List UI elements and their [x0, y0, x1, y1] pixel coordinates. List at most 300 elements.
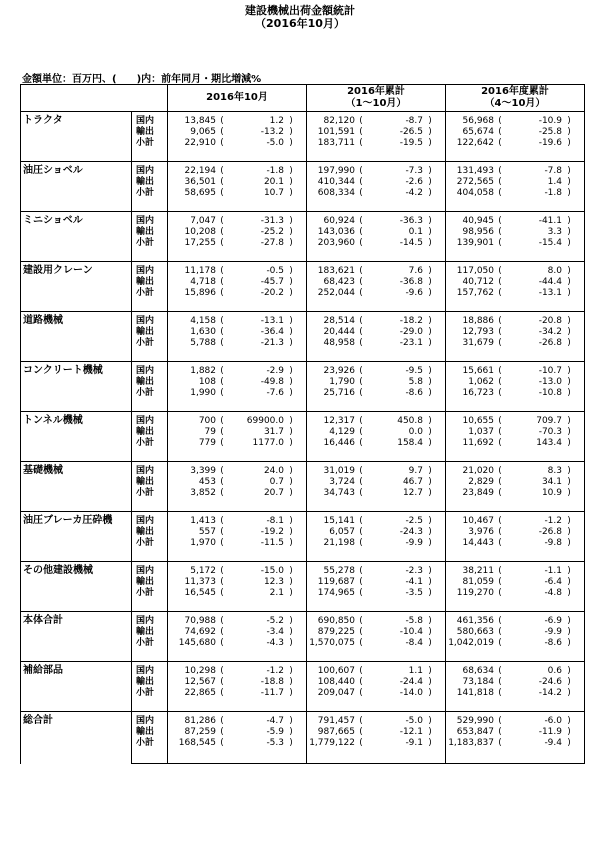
paren-close: ) [428, 588, 432, 598]
paren-close: ) [289, 266, 293, 276]
paren-open: ( [220, 188, 224, 198]
change-percent: -29.0 [399, 327, 423, 337]
change-percent: -5.2 [266, 616, 284, 626]
change-percent: -4.2 [405, 188, 423, 198]
paren-close: ) [428, 538, 432, 548]
header-blank-cell [21, 85, 168, 112]
category-name: 総合計 [21, 712, 132, 764]
header-month: 2016年10月 [168, 85, 307, 112]
paren-close: ) [567, 688, 571, 698]
paren-close: ) [428, 688, 432, 698]
paren-open: ( [498, 477, 502, 487]
paren-open: ( [220, 566, 224, 576]
change-percent: -13.1 [260, 316, 284, 326]
amount-value: 34,743 [323, 488, 355, 498]
change-percent: -19.5 [399, 138, 423, 148]
value-cell [307, 712, 446, 728]
paren-open: ( [220, 416, 224, 426]
row-kind-label: 国内 [132, 112, 168, 128]
paren-open: ( [359, 666, 363, 676]
value-cell [446, 662, 585, 678]
paren-close: ) [567, 188, 571, 198]
change-percent: -10.8 [538, 388, 562, 398]
amount-value: 3,852 [190, 488, 216, 498]
row-kind-label: 輸出 [132, 627, 168, 638]
paren-open: ( [220, 177, 224, 187]
paren-open: ( [359, 727, 363, 737]
row-kind-label: 輸出 [132, 427, 168, 438]
paren-open: ( [220, 588, 224, 598]
header-fiscal: 2016年度累計 （4〜10月） [446, 85, 585, 112]
paren-open: ( [359, 477, 363, 487]
paren-open: ( [498, 738, 502, 748]
value-cell [446, 427, 585, 438]
paren-close: ) [289, 738, 293, 748]
value-cell [446, 362, 585, 378]
paren-close: ) [428, 327, 432, 337]
paren-open: ( [359, 177, 363, 187]
paren-close: ) [428, 738, 432, 748]
row-kind-label: 小計 [132, 288, 168, 312]
paren-open: ( [359, 138, 363, 148]
paren-close: ) [567, 416, 571, 426]
paren-open: ( [220, 427, 224, 437]
change-percent: -5.0 [405, 716, 423, 726]
paren-close: ) [567, 488, 571, 498]
amount-value: 15,141 [323, 516, 355, 526]
change-percent: -31.3 [260, 216, 284, 226]
paren-close: ) [289, 388, 293, 398]
paren-open: ( [220, 316, 224, 326]
change-percent: -6.9 [544, 616, 562, 626]
change-percent: 2.1 [269, 588, 284, 598]
amount-value: 23,849 [462, 488, 494, 498]
value-cell [168, 327, 307, 338]
category-name: 建設用クレーン [21, 262, 132, 312]
value-cell [307, 227, 446, 238]
paren-close: ) [567, 716, 571, 726]
change-percent: -24.6 [538, 677, 562, 687]
row-kind-label: 国内 [132, 462, 168, 478]
paren-open: ( [220, 388, 224, 398]
value-cell [307, 662, 446, 678]
value-cell [446, 227, 585, 238]
category-name: 油圧ブレーカ圧砕機 [21, 512, 132, 562]
amount-value: 17,255 [184, 238, 216, 248]
value-cell [168, 388, 307, 412]
amount-value: 1,970 [190, 538, 216, 548]
change-percent: 0.1 [408, 227, 423, 237]
paren-open: ( [498, 388, 502, 398]
paren-open: ( [359, 716, 363, 726]
amount-value: 68,423 [323, 277, 355, 287]
amount-value: 1,630 [190, 327, 216, 337]
change-percent: -7.3 [405, 166, 423, 176]
paren-open: ( [220, 627, 224, 637]
value-cell [307, 727, 446, 738]
paren-open: ( [220, 616, 224, 626]
paren-close: ) [289, 716, 293, 726]
amount-value: 60,924 [323, 216, 355, 226]
paren-close: ) [289, 116, 293, 126]
row-kind-label: 小計 [132, 488, 168, 512]
paren-open: ( [220, 688, 224, 698]
paren-close: ) [567, 238, 571, 248]
paren-open: ( [220, 227, 224, 237]
category-group [21, 412, 585, 462]
paren-close: ) [289, 427, 293, 437]
row-kind-label: 輸出 [132, 127, 168, 138]
paren-open: ( [220, 288, 224, 298]
paren-close: ) [428, 466, 432, 476]
change-percent: -41.1 [538, 216, 562, 226]
change-percent: -36.4 [260, 327, 284, 337]
change-percent: -5.9 [266, 727, 284, 737]
paren-close: ) [289, 688, 293, 698]
change-percent: -26.5 [399, 127, 423, 137]
change-percent: 450.8 [397, 416, 423, 426]
amount-value: 879,225 [317, 627, 355, 637]
amount-value: 404,058 [456, 188, 494, 198]
table-row [21, 362, 585, 378]
amount-value: 700 [198, 416, 216, 426]
change-percent: -8.6 [405, 388, 423, 398]
change-percent: 0.7 [269, 477, 284, 487]
change-percent: -12.1 [399, 727, 423, 737]
paren-open: ( [220, 166, 224, 176]
amount-value: 1,413 [190, 516, 216, 526]
change-percent: -36.8 [399, 277, 423, 287]
paren-open: ( [359, 538, 363, 548]
amount-value: 108,440 [317, 677, 355, 687]
table-row [21, 262, 585, 278]
amount-value: 131,493 [456, 166, 494, 176]
value-cell [307, 277, 446, 288]
change-percent: -14.5 [399, 238, 423, 248]
paren-close: ) [289, 527, 293, 537]
amount-value: 108 [198, 377, 216, 387]
row-kind-label: 輸出 [132, 327, 168, 338]
paren-close: ) [428, 188, 432, 198]
value-cell [446, 127, 585, 138]
category-group [21, 312, 585, 362]
paren-close: ) [567, 727, 571, 737]
paren-open: ( [220, 377, 224, 387]
value-cell [307, 562, 446, 578]
paren-close: ) [428, 288, 432, 298]
paren-close: ) [428, 277, 432, 287]
row-kind-label: 国内 [132, 162, 168, 178]
change-percent: -34.2 [538, 327, 562, 337]
paren-close: ) [428, 266, 432, 276]
change-percent: 7.6 [408, 266, 423, 276]
paren-close: ) [428, 438, 432, 448]
paren-close: ) [289, 227, 293, 237]
amount-value: 1,042,019 [448, 638, 494, 648]
value-cell [446, 612, 585, 628]
amount-value: 18,886 [462, 316, 494, 326]
value-cell [446, 412, 585, 428]
row-kind-label: 輸出 [132, 527, 168, 538]
amount-value: 141,818 [456, 688, 494, 698]
category-group [21, 162, 585, 212]
value-cell [168, 577, 307, 588]
value-cell [168, 188, 307, 212]
paren-close: ) [289, 516, 293, 526]
row-kind-label: 輸出 [132, 727, 168, 738]
table-row [21, 562, 585, 578]
paren-open: ( [359, 516, 363, 526]
change-percent: -9.5 [405, 366, 423, 376]
value-cell [168, 338, 307, 362]
paren-open: ( [359, 638, 363, 648]
paren-open: ( [359, 738, 363, 748]
paren-close: ) [428, 727, 432, 737]
paren-open: ( [220, 466, 224, 476]
value-cell [446, 677, 585, 688]
change-percent: 24.0 [263, 466, 284, 476]
paren-close: ) [567, 566, 571, 576]
change-percent: 31.7 [263, 427, 284, 437]
paren-close: ) [567, 366, 571, 376]
value-cell [168, 677, 307, 688]
change-percent: 20.1 [263, 177, 284, 187]
paren-open: ( [220, 266, 224, 276]
paren-open: ( [498, 727, 502, 737]
paren-close: ) [567, 227, 571, 237]
value-cell [307, 477, 446, 488]
paren-close: ) [289, 177, 293, 187]
paren-close: ) [567, 516, 571, 526]
row-kind-label: 輸出 [132, 377, 168, 388]
paren-open: ( [498, 277, 502, 287]
amount-value: 529,990 [456, 716, 494, 726]
value-cell [446, 162, 585, 178]
paren-open: ( [220, 138, 224, 148]
category-group [21, 662, 585, 712]
paren-close: ) [428, 516, 432, 526]
change-percent: -1.1 [544, 566, 562, 576]
paren-open: ( [498, 327, 502, 337]
paren-open: ( [498, 338, 502, 348]
paren-open: ( [359, 366, 363, 376]
amount-value: 117,050 [456, 266, 494, 276]
paren-close: ) [289, 638, 293, 648]
paren-open: ( [498, 216, 502, 226]
change-percent: 8.0 [547, 266, 562, 276]
paren-close: ) [567, 316, 571, 326]
row-kind-label: 国内 [132, 412, 168, 428]
amount-value: 690,850 [317, 616, 355, 626]
paren-close: ) [567, 127, 571, 137]
paren-close: ) [428, 716, 432, 726]
value-cell [446, 277, 585, 288]
paren-open: ( [359, 527, 363, 537]
change-percent: -24.3 [399, 527, 423, 537]
value-cell [168, 277, 307, 288]
table-row [21, 162, 585, 178]
paren-close: ) [567, 616, 571, 626]
paren-close: ) [289, 138, 293, 148]
change-percent: -8.1 [266, 516, 284, 526]
change-percent: -13.1 [538, 288, 562, 298]
value-cell [168, 112, 307, 128]
value-cell [446, 488, 585, 512]
table-row [21, 662, 585, 678]
change-percent: 8.3 [547, 466, 562, 476]
paren-close: ) [428, 577, 432, 587]
change-percent: -1.8 [266, 166, 284, 176]
paren-close: ) [567, 666, 571, 676]
value-cell [446, 638, 585, 662]
change-percent: -49.8 [260, 377, 284, 387]
change-percent: 0.0 [408, 427, 423, 437]
value-cell [168, 212, 307, 228]
paren-close: ) [428, 566, 432, 576]
value-cell [307, 588, 446, 612]
value-cell [446, 338, 585, 362]
change-percent: 143.4 [536, 438, 562, 448]
change-percent: 10.7 [263, 188, 284, 198]
row-kind-label: 輸出 [132, 277, 168, 288]
paren-close: ) [567, 377, 571, 387]
paren-open: ( [498, 177, 502, 187]
change-percent: -21.3 [260, 338, 284, 348]
paren-open: ( [220, 366, 224, 376]
value-cell [446, 112, 585, 128]
amount-value: 272,565 [456, 177, 494, 187]
value-cell [446, 388, 585, 412]
change-percent: -2.6 [405, 177, 423, 187]
amount-value: 15,896 [184, 288, 216, 298]
paren-open: ( [498, 116, 502, 126]
paren-open: ( [220, 338, 224, 348]
paren-close: ) [567, 466, 571, 476]
paren-close: ) [567, 677, 571, 687]
change-percent: -45.7 [260, 277, 284, 287]
paren-open: ( [498, 538, 502, 548]
row-kind-label: 国内 [132, 362, 168, 378]
amount-value: 10,655 [462, 416, 494, 426]
paren-close: ) [289, 188, 293, 198]
amount-value: 122,642 [456, 138, 494, 148]
category-group [21, 362, 585, 412]
value-cell [446, 588, 585, 612]
row-kind-label: 国内 [132, 262, 168, 278]
amount-value: 79 [204, 427, 216, 437]
amount-value: 100,607 [317, 666, 355, 676]
category-group [21, 462, 585, 512]
amount-value: 55,278 [323, 566, 355, 576]
paren-close: ) [289, 438, 293, 448]
paren-close: ) [289, 377, 293, 387]
change-percent: -19.2 [260, 527, 284, 537]
change-percent: -25.8 [538, 127, 562, 137]
value-cell [307, 127, 446, 138]
paren-close: ) [289, 466, 293, 476]
amount-value: 12,567 [184, 677, 216, 687]
row-kind-label: 小計 [132, 338, 168, 362]
amount-value: 2,829 [468, 477, 494, 487]
paren-close: ) [289, 566, 293, 576]
amount-value: 410,344 [317, 177, 355, 187]
paren-open: ( [220, 216, 224, 226]
paren-close: ) [289, 538, 293, 548]
category-name: 道路機械 [21, 312, 132, 362]
header-cumulative: 2016年累計 （1〜10月） [307, 85, 446, 112]
change-percent: -9.9 [544, 627, 562, 637]
change-percent: -8.6 [544, 638, 562, 648]
paren-close: ) [567, 288, 571, 298]
category-group [21, 212, 585, 262]
amount-value: 38,211 [462, 566, 494, 576]
paren-open: ( [220, 538, 224, 548]
value-cell [446, 477, 585, 488]
amount-value: 15,661 [462, 366, 494, 376]
change-percent: -14.0 [399, 688, 423, 698]
table-row [21, 512, 585, 528]
paren-open: ( [220, 677, 224, 687]
paren-close: ) [428, 677, 432, 687]
paren-open: ( [220, 238, 224, 248]
change-percent: -26.8 [538, 527, 562, 537]
row-kind-label: 輸出 [132, 177, 168, 188]
value-cell [307, 238, 446, 262]
change-percent: -7.6 [266, 388, 284, 398]
change-percent: 1.2 [269, 116, 284, 126]
change-percent: -27.8 [260, 238, 284, 248]
change-percent: 3.3 [547, 227, 562, 237]
amount-value: 16,723 [462, 388, 494, 398]
change-percent: 10.9 [541, 488, 562, 498]
amount-value: 10,208 [184, 227, 216, 237]
paren-close: ) [289, 727, 293, 737]
value-cell [307, 638, 446, 662]
paren-close: ) [428, 427, 432, 437]
paren-open: ( [220, 638, 224, 648]
amount-value: 453 [198, 477, 216, 487]
amount-value: 22,865 [184, 688, 216, 698]
value-cell [307, 538, 446, 562]
amount-value: 557 [198, 527, 216, 537]
paren-open: ( [498, 566, 502, 576]
change-percent: -1.2 [544, 516, 562, 526]
paren-open: ( [359, 388, 363, 398]
paren-close: ) [289, 666, 293, 676]
category-name: コンクリート機械 [21, 362, 132, 412]
category-group [21, 262, 585, 312]
amount-value: 11,692 [462, 438, 494, 448]
value-cell [168, 262, 307, 278]
row-kind-label: 小計 [132, 188, 168, 212]
paren-open: ( [359, 188, 363, 198]
paren-close: ) [567, 627, 571, 637]
paren-open: ( [498, 627, 502, 637]
value-cell [446, 327, 585, 338]
value-cell [168, 527, 307, 538]
amount-value: 10,298 [184, 666, 216, 676]
change-percent: 5.8 [408, 377, 423, 387]
paren-close: ) [428, 416, 432, 426]
paren-close: ) [289, 477, 293, 487]
value-cell [307, 188, 446, 212]
value-cell [307, 162, 446, 178]
value-cell [446, 738, 585, 764]
paren-open: ( [498, 188, 502, 198]
change-percent: -20.2 [260, 288, 284, 298]
amount-value: 174,965 [317, 588, 355, 598]
change-percent: -5.8 [405, 616, 423, 626]
